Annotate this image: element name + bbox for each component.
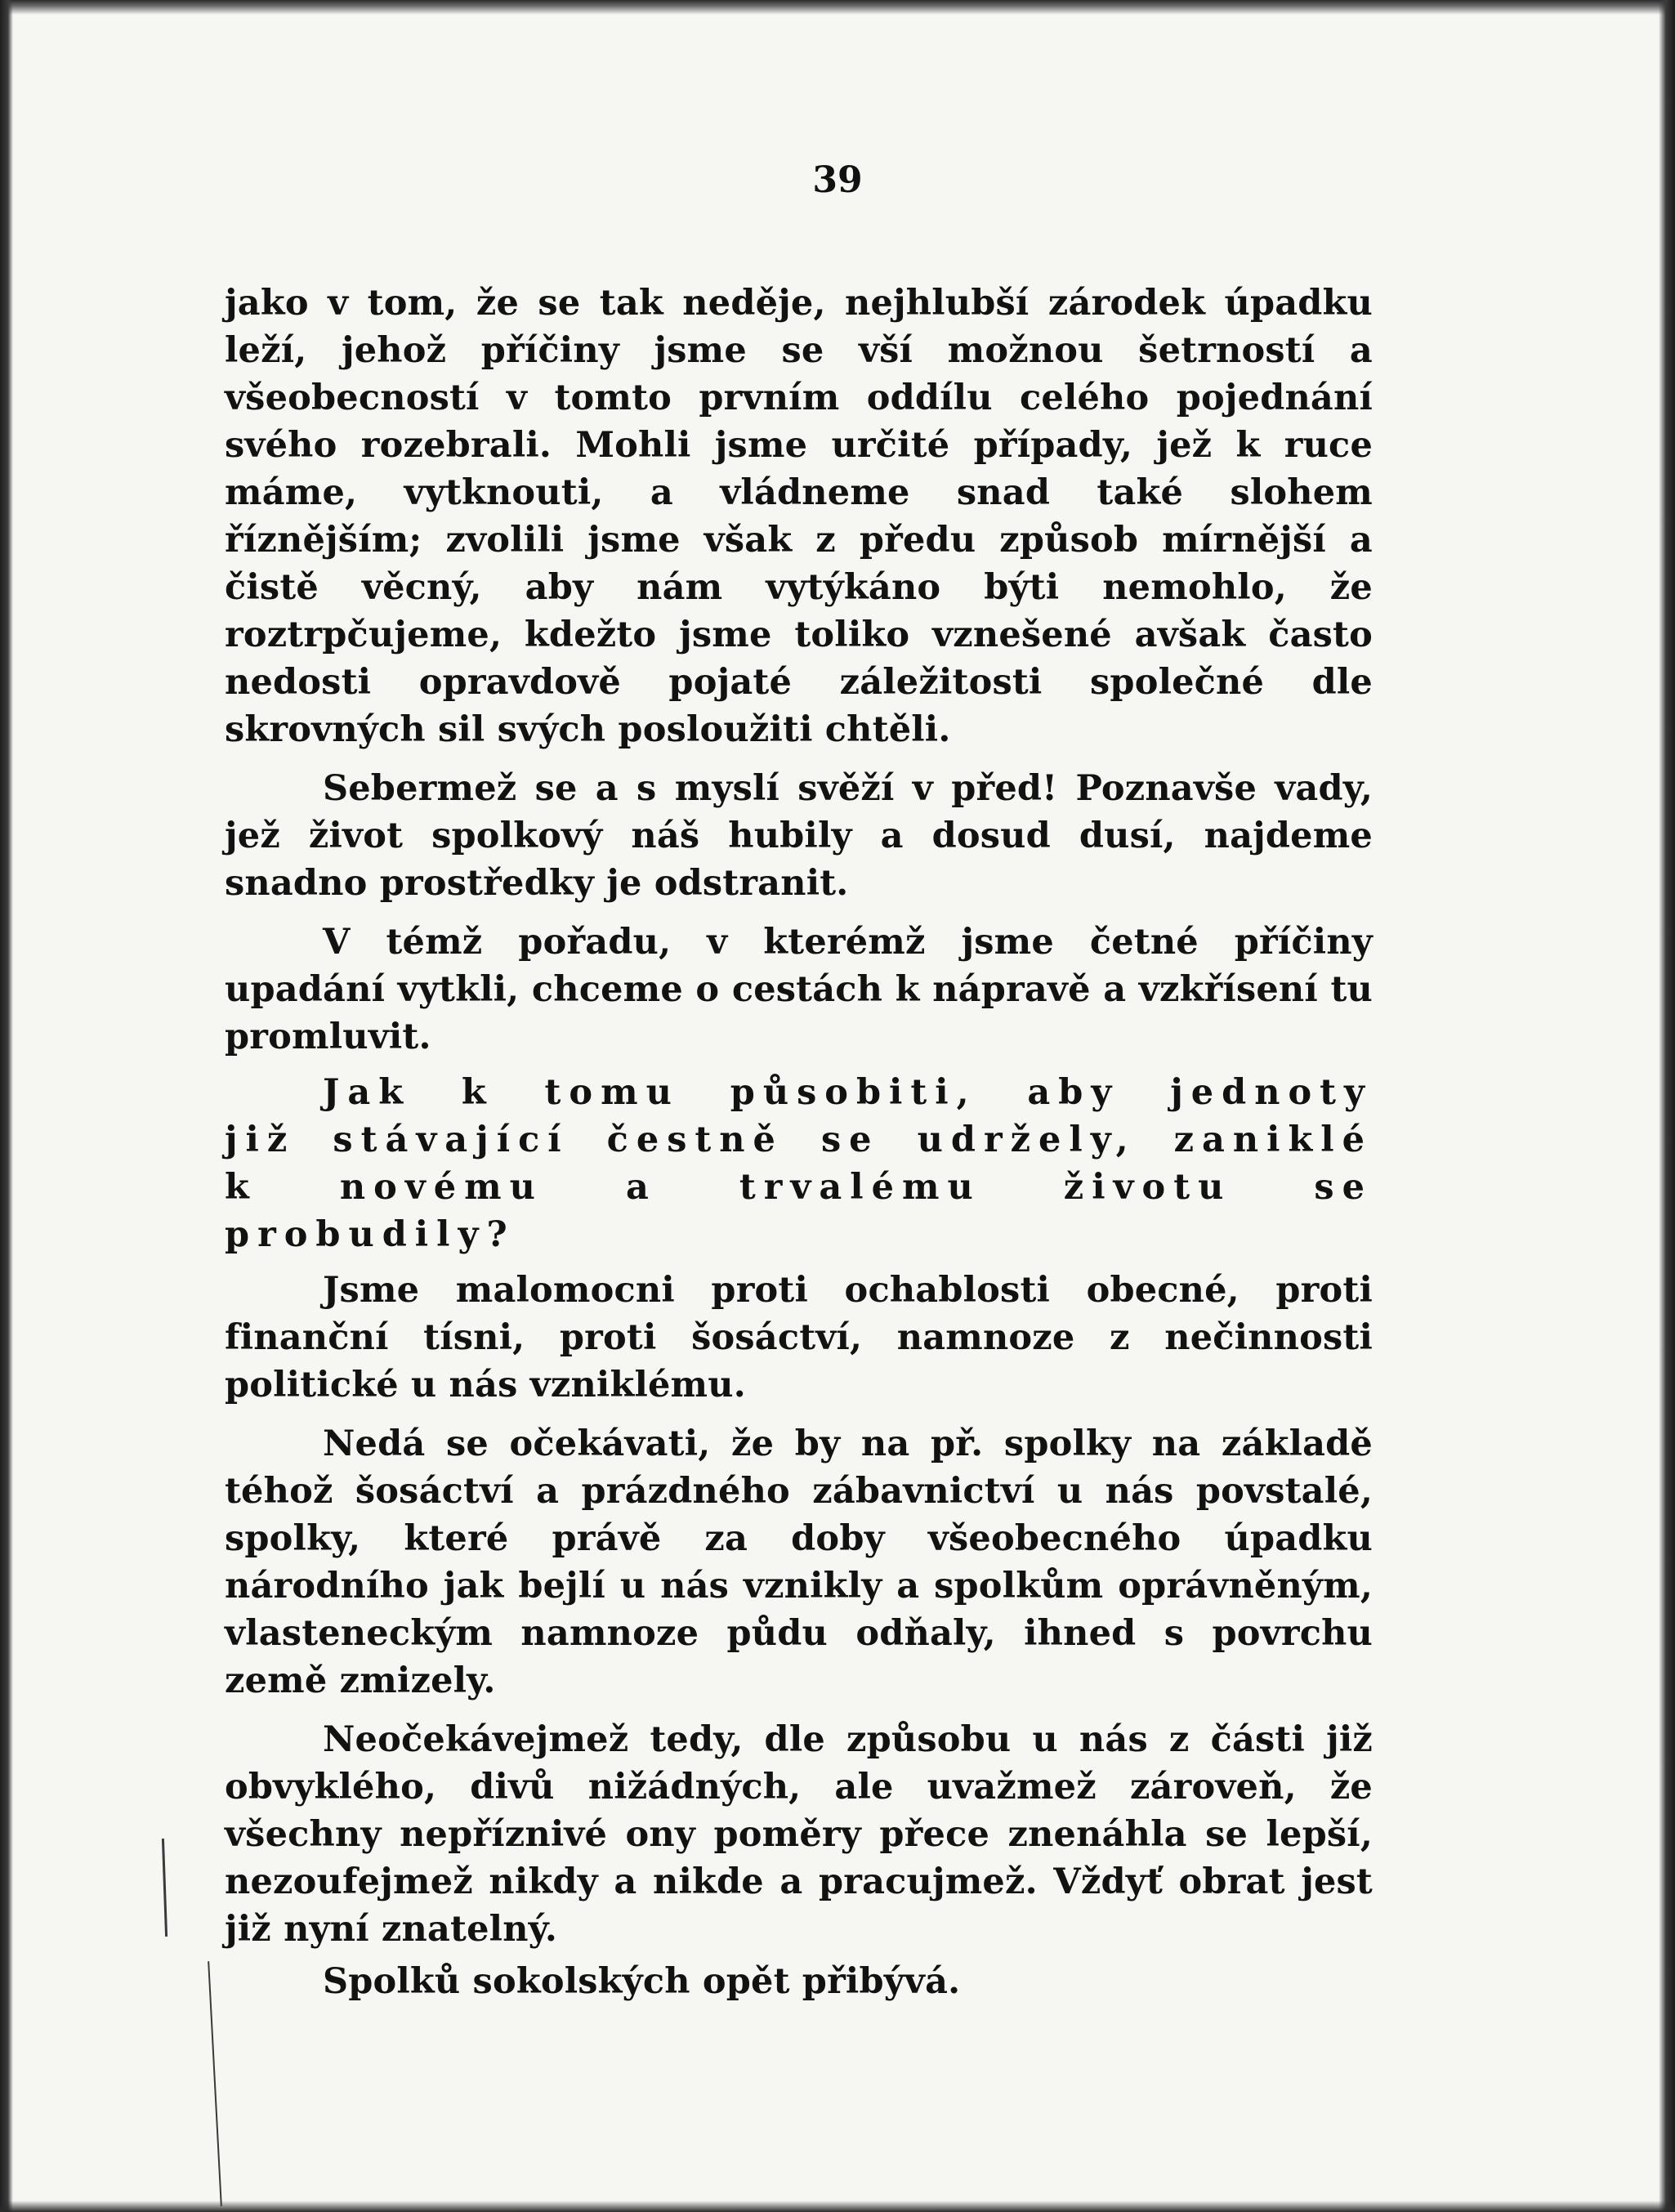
paragraph: Spolků sokolských opět přibývá. [323,1961,961,2002]
paragraph-spaced: Jak k tomu působiti, aby jednoty již stávající čestně se udržely, zaniklé k novému a trvalému životu se probudily? [225,1072,1373,1255]
page-edge-left [0,0,13,2212]
paragraph: Neočekávejmež tedy, dle způsobu u nás z části již obvyklého, divů nižádných, ale uvažmež zároveň, že všechny nepříznivé ony poměry přece znenáhla se lepší, nezoufejmež nikdy a nikde a pracujmež. Vždyť obrat jest již nyní znatelný. [225,1719,1373,1950]
paragraph: jako v tom, že se tak neděje, nejhlubší zárodek úpadku leží, jehož příčiny jsme se vší možnou šetrností a všeobecností v tomto prvním oddílu celého pojednání svého rozebrali. Mohli jsme určité případy, jež k ruce máme, vytknouti, a vládneme snad také slohem říznějším; zvolili jsme však z předu způsob mírnější a čistě věcný, aby nám vytýkáno býti nemohlo, že roztrpčujeme, kdežto jsme toliko vznešené avšak často nedosti opravdově pojaté záležitosti společné dle skrovných sil svých posloužiti chtěli. [225,283,1373,750]
page-edge-top [0,0,1675,15]
paragraph: Jsme malomocni proti ochablosti obecné, proti finanční tísni, proti šosáctví, namnoze z nečinnosti politické u nás vzniklému. [225,1270,1373,1405]
scan-scratch [162,1839,168,1937]
paragraph: V témž pořadu, v kterémž jsme četné příčiny upadání vytkli, chceme o cestách k nápravě a vzkřísení tu promluvit. [225,922,1373,1057]
page-edge-bottom [0,2201,1675,2212]
paragraph: Sebermež se a s myslí svěží v před! Poznavše vady, jež život spolkový náš hubily a dosud dusí, najdeme snadno prostředky je odstranit. [225,768,1373,904]
paragraph: Nedá se očekávati, že by na př. spolky na základě téhož šosáctví a prázdného zábavnictví u nás povstalé, spolky, které právě za doby všeobecného úpadku národního jak bejlí u nás vznikly a spolkům oprávněným, vlasteneckým namnoze půdu odňaly, ihned s povrchu země zmizely. [225,1423,1373,1701]
page-number: 39 [812,159,863,201]
page-edge-right [1659,0,1675,2212]
scan-scratch [208,1961,222,2206]
body-text [225,279,1373,2005]
